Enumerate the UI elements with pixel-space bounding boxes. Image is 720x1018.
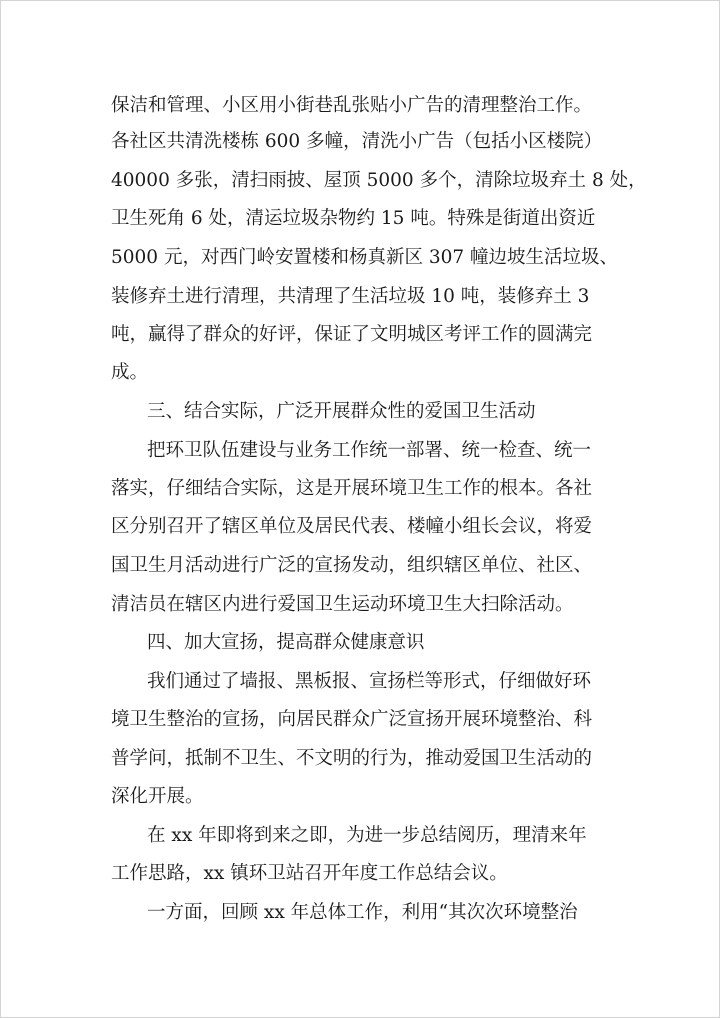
text-line: 各社区共清洗楼栋 600 多幢，清洗小广告（包括小区楼院） (111, 131, 603, 152)
text-line: 我们通过了墙报、黑板报、宣扬栏等形式，仔细做好环 (147, 671, 592, 692)
text-line: 国卫生月活动进行广泛的宣扬发动，组织辖区单位、社区、 (111, 555, 593, 576)
text-line: 落实，仔细结合实际，这是开展环境卫生工作的根本。各社 (111, 478, 593, 499)
text-line: 清洁员在辖区内进行爱国卫生运动环境卫生大扫除活动。 (111, 594, 574, 615)
text-line: 装修弃土进行清理，共清理了生活垃圾 10 吨，装修弃土 3 (111, 286, 590, 307)
text-line: 吨，赢得了群众的好评，保证了文明城区考评工作的圆满完 (111, 324, 593, 345)
text-line: 工作思路，xx 镇环卫站召开年度工作总结会议。 (111, 863, 508, 884)
section-heading: 三、结合实际，广泛开展群众性的爱国卫生活动 (147, 401, 536, 422)
text-line: 5000 元，对西门岭安置楼和杨真新区 307 幢边坡生活垃圾、 (111, 247, 619, 268)
text-line: 深化开展。 (111, 786, 204, 807)
section-heading: 四、加大宣扬，提高群众健康意识 (147, 632, 425, 653)
text-line: 40000 多张，清扫雨披、屋顶 5000 多个，清除垃圾弃土 8 处， (111, 170, 647, 191)
text-line: 成。 (111, 362, 149, 383)
text-line: 普学问，抵制不卫生、不文明的行为，推动爱国卫生活动的 (111, 748, 593, 769)
text-line: 区分别召开了辖区单位及居民代表、楼幢小组长会议，将爱 (111, 516, 593, 537)
text-line: 把环卫队伍建设与业务工作统一部署、统一检查、统一 (147, 440, 592, 461)
text-line: 在 xx 年即将到来之即，为进一步总结阅历，理清来年 (147, 825, 587, 846)
text-line: 境卫生整治的宣扬，向居民群众广泛宣扬开展环境整治、科 (111, 709, 593, 730)
text-line: 一方面，回顾 xx 年总体工作，利用“其次次环境整治 (147, 902, 578, 923)
text-line: 保洁和管理、小区用小街巷乱张贴小广告的清理整治工作。 (111, 95, 593, 116)
text-line: 卫生死角 6 处，清运垃圾杂物约 15 吨。特殊是街道出资近 (111, 208, 596, 229)
